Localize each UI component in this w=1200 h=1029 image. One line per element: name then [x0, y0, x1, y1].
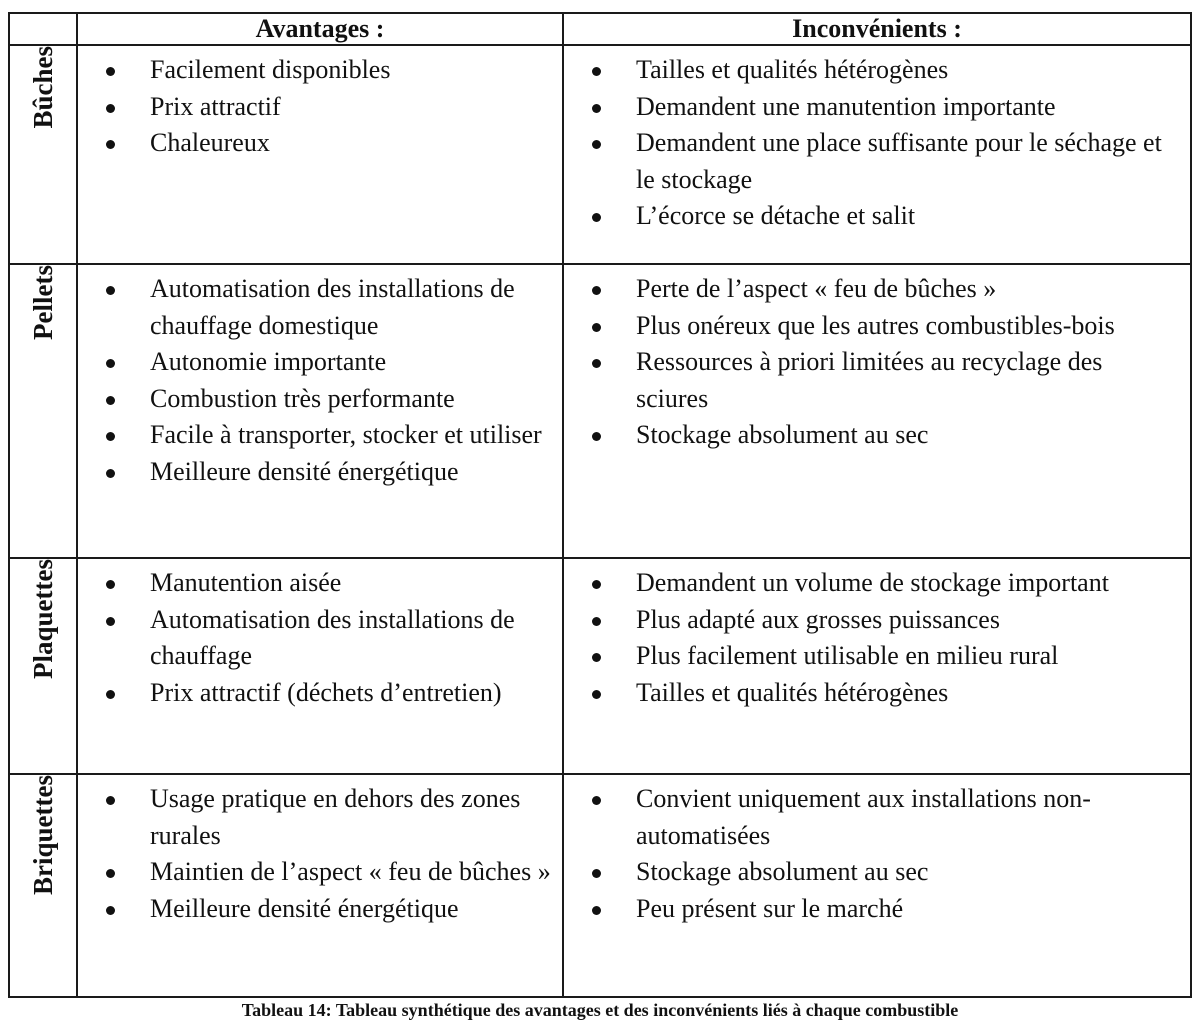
item-text: Plus facilement utilisable en milieu rural	[636, 641, 1059, 670]
table-header-row	[9, 13, 1191, 45]
bullet-icon	[106, 906, 115, 915]
list-item	[564, 675, 1180, 712]
item-text: Convient uniquement aux installations non-automatisées	[636, 784, 1091, 850]
item-text: Automatisation des installations de chauffage domestique	[150, 274, 515, 340]
bullet-icon	[106, 432, 115, 441]
bullet-icon	[106, 469, 115, 478]
bullet-icon	[592, 67, 601, 76]
item-text: Meilleure densité énergétique	[150, 893, 459, 923]
bullet-icon	[106, 580, 115, 589]
bullet-icon	[106, 396, 115, 405]
list-item	[564, 417, 1180, 454]
item-text: Peu présent sur le marché	[636, 893, 904, 923]
list-item	[564, 271, 1180, 308]
comparison-table	[8, 12, 1192, 998]
list-item	[78, 854, 552, 891]
bullet-icon	[592, 432, 601, 441]
bullet-icon	[592, 580, 601, 589]
row-label-pellets: Pellets	[28, 265, 58, 340]
header-disadvantages: Inconvénients :	[563, 13, 1191, 45]
advantages-cell-briquettes	[77, 774, 563, 997]
row-label-cell	[9, 774, 77, 997]
list-item	[78, 454, 552, 491]
bullet-icon	[592, 906, 601, 915]
list-item	[564, 308, 1180, 345]
item-text: Plus onéreux que les autres combustibles-bois	[636, 310, 1115, 340]
list-item	[78, 344, 552, 381]
disadvantages-cell-buches	[563, 45, 1191, 264]
list-item	[78, 381, 552, 418]
item-text: Facile à transporter, stocker et utiliser	[150, 420, 542, 449]
bullet-icon	[106, 617, 115, 626]
row-label-buches: Bûches	[28, 46, 58, 129]
item-text: L’écorce se détache et salit	[636, 201, 916, 230]
item-text: Meilleure densité énergétique	[150, 456, 459, 486]
advantages-cell-pellets	[77, 264, 563, 558]
list-item	[564, 638, 1180, 675]
list-item	[78, 271, 552, 344]
bullet-icon	[106, 104, 115, 113]
bullet-icon	[592, 690, 601, 699]
list-item	[564, 854, 1180, 891]
list-item	[564, 781, 1180, 854]
list-item	[564, 125, 1180, 198]
list-item	[564, 891, 1180, 928]
item-text: Manutention aisée	[150, 568, 342, 597]
item-text: Plus adapté aux grosses puissances	[636, 604, 1000, 634]
item-text: Demandent une manutention importante	[636, 91, 1056, 121]
row-label-cell	[9, 558, 77, 774]
row-label-briquettes: Briquettes	[28, 775, 58, 895]
item-text: Maintien de l’aspect « feu de bûches »	[150, 857, 551, 886]
item-text: Tailles et qualités hétérogènes	[636, 677, 949, 707]
bullet-icon	[106, 359, 115, 368]
bullet-icon	[592, 796, 601, 805]
advantages-cell-plaquettes	[77, 558, 563, 774]
table-row-plaquettes	[9, 558, 1191, 774]
bullet-icon	[106, 690, 115, 699]
list-item	[78, 565, 552, 602]
item-text: Prix attractif	[150, 91, 281, 121]
item-text: Chaleureux	[150, 128, 270, 157]
item-text: Combustion très performante	[150, 383, 455, 413]
bullet-icon	[106, 286, 115, 295]
disadvantages-cell-briquettes	[563, 774, 1191, 997]
row-label-cell	[9, 45, 77, 264]
disadvantages-cell-pellets	[563, 264, 1191, 558]
list-item	[564, 52, 1180, 89]
bullet-icon	[106, 67, 115, 76]
list-item	[564, 89, 1180, 126]
table-row-briquettes	[9, 774, 1191, 997]
list-item	[78, 781, 552, 854]
item-text: Automatisation des installations de chauffage	[150, 604, 515, 670]
item-text: Tailles et qualités hétérogènes	[636, 55, 949, 84]
table-caption: Tableau 14: Tableau synthétique des avantages et des inconvénients liés à chaque combustible	[241, 1000, 959, 1020]
disadvantages-cell-plaquettes	[563, 558, 1191, 774]
list-item	[78, 675, 552, 712]
list-item	[564, 565, 1180, 602]
list-item	[564, 198, 1180, 235]
advantages-cell-buches	[77, 45, 563, 264]
table-row-pellets	[9, 264, 1191, 558]
bullet-icon	[592, 104, 601, 113]
bullet-icon	[592, 653, 601, 662]
header-corner-cell	[9, 13, 77, 45]
row-label-cell	[9, 264, 77, 558]
header-advantages: Avantages :	[77, 13, 563, 45]
item-text: Demandent un volume de stockage important	[636, 568, 1109, 597]
item-text: Usage pratique en dehors des zones rurales	[150, 784, 521, 850]
list-item	[78, 89, 552, 126]
item-text: Facilement disponibles	[150, 55, 391, 84]
bullet-icon	[106, 796, 115, 805]
item-text: Autonomie importante	[150, 347, 387, 376]
list-item	[564, 344, 1180, 417]
bullet-icon	[106, 869, 115, 878]
bullet-icon	[592, 617, 601, 626]
table-row-buches	[9, 45, 1191, 264]
list-item	[78, 891, 552, 928]
list-item	[78, 417, 552, 454]
item-text: Perte de l’aspect « feu de bûches »	[636, 274, 997, 303]
item-text: Ressources à priori limitées au recyclage des sciures	[636, 347, 1103, 413]
item-text: Stockage absolument au sec	[636, 857, 929, 886]
list-item	[78, 602, 552, 675]
item-text: Prix attractif (déchets d’entretien)	[150, 677, 502, 707]
row-label-plaquettes: Plaquettes	[28, 559, 58, 679]
item-text: Stockage absolument au sec	[636, 420, 929, 449]
bullet-icon	[592, 213, 601, 222]
bullet-icon	[592, 869, 601, 878]
bullet-icon	[106, 140, 115, 149]
list-item	[564, 602, 1180, 639]
bullet-icon	[592, 323, 601, 332]
bullet-icon	[592, 286, 601, 295]
list-item	[78, 52, 552, 89]
bullet-icon	[592, 359, 601, 368]
bullet-icon	[592, 140, 601, 149]
list-item	[78, 125, 552, 162]
item-text: Demandent une place suffisante pour le séchage et le stockage	[636, 128, 1162, 194]
